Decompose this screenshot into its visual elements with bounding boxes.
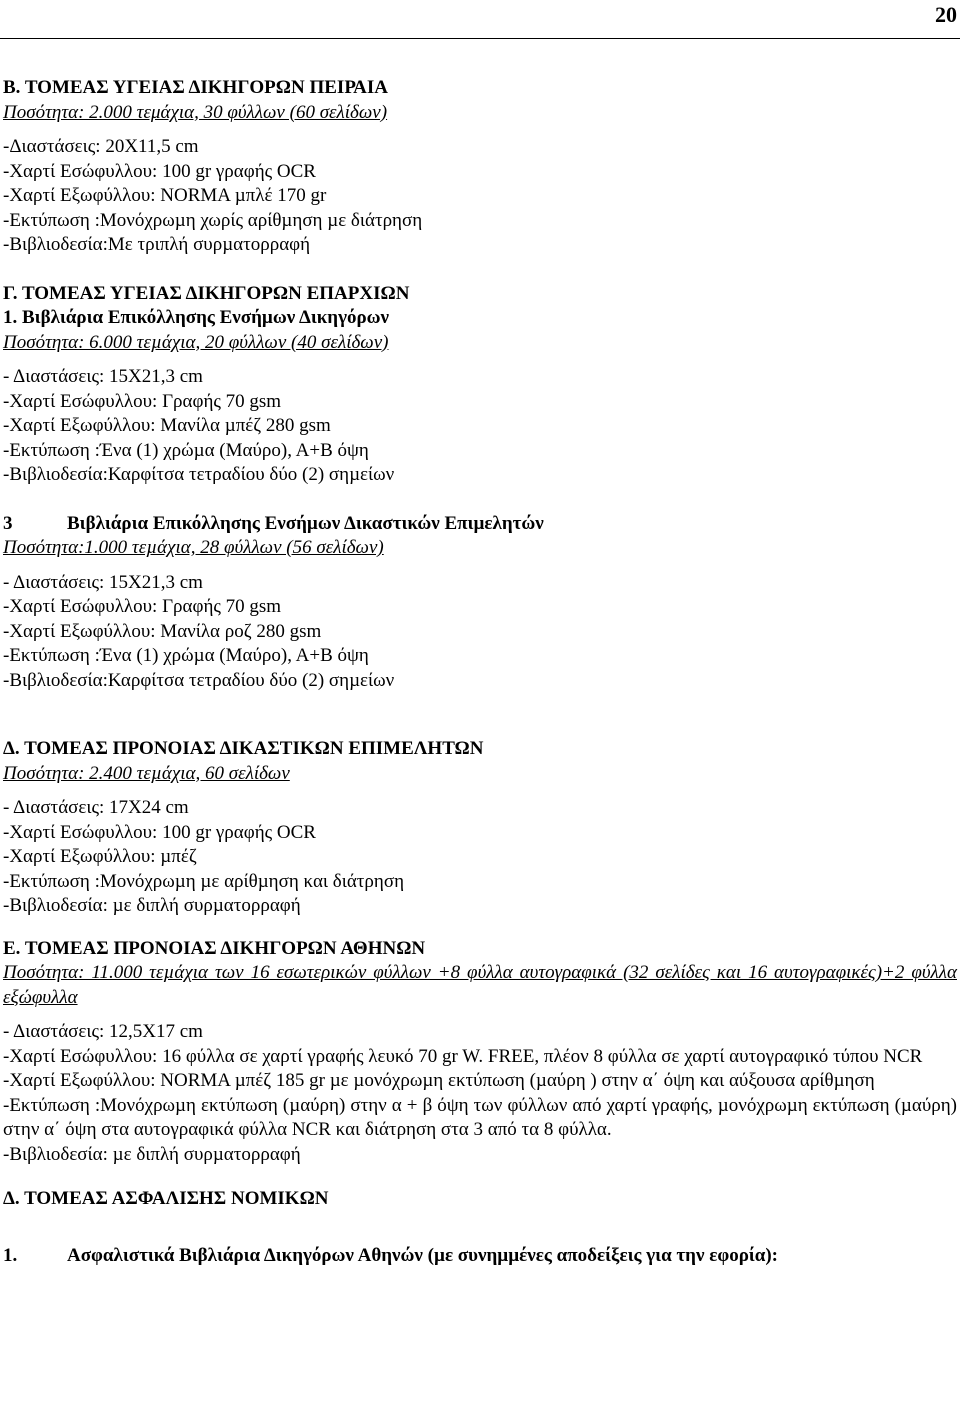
section-g-item3-quantity: Ποσότητα:1.000 τεµάχια, 28 φύλλων (56 σελίδων) [3, 537, 384, 558]
spec-line: - Διαστάσεις: 12,5Χ17 cm [3, 1021, 203, 1042]
spec-line: -Χαρτί Εσώφυλλου: Γραφής 70 gsm [3, 390, 282, 412]
spec-line: -Εκτύπωση :Ένα (1) χρώµα (Μαύρο), Α+Β όψη [3, 439, 369, 461]
section-g-item1-quantity: Ποσότητα: 6.000 τεµάχια, 20 φύλλων (40 σελίδων) [3, 331, 389, 353]
spec-line: -Χαρτί Εξωφύλλου: NORMA µπλέ 170 gr [3, 185, 327, 206]
section-b-quantity: Ποσότητα: 2.000 τεμάχια, 30 φύλλων (60 σελίδων) [3, 101, 388, 123]
spec-line: -Χαρτί Εξωφύλλου: NORMA µπέζ 185 gr µε µονόχρωµη εκτύπωση (µαύρη ) στην α΄ όψη και αύξουσα αρίθµηση [3, 1070, 875, 1091]
document-body [3, 76, 957, 1268]
section-g-item3-heading [3, 512, 957, 537]
spec-line: -Βιβλιοδεσία: µε διπλή συρµατορραφή [3, 895, 301, 916]
section-d2-title: Δ. ΤΟΜΕΑΣ ΑΣΦΑΛΙΣΗΣ ΝΟΜΙΚΩΝ [3, 1188, 329, 1209]
spec-line: - Διαστάσεις: 17Χ24 cm [3, 797, 189, 818]
section-b [3, 76, 957, 258]
spec-line: -Χαρτί Εσώφυλλου: 100 gr γραφής OCR [3, 821, 316, 843]
spec-line: -Χαρτί Εσώφυλλου: 16 φύλλα σε χαρτί γραφής λευκό 70 gr W. FREE, πλέον 8 φύλλα σε χαρτί αυτογραφικό τύπου NCR [3, 1045, 923, 1067]
section-g-item3-number: 3 [3, 512, 13, 534]
section-e-title: Ε. ΤΟΜΕΑΣ ΠΡΟΝΟΙΑΣ ΔΙΚΗΓΟΡΩΝ ΑΘΗΝΩΝ [3, 937, 426, 959]
spec-line: -Εκτύπωση :Μονόχρωµη χωρίς αρίθµηση µε διάτρηση [3, 209, 423, 231]
spec-line: -Βιβλιοδεσία:Καρφίτσα τετραδίου δύο (2) σηµείων [3, 669, 395, 691]
spec-line: -Διαστάσεις: 20Χ11,5 cm [3, 136, 199, 157]
section-d [3, 737, 957, 919]
section-g-item1-title: 1. Βιβλιάρια Επικόλλησης Ενσήµων Δικηγόρων [3, 307, 390, 328]
spec-line: -Χαρτί Εξωφύλλου: Μανίλα ροζ 280 gsm [3, 620, 322, 642]
section-b-title: Β. ΤΟΜΕΑΣ ΥΓΕΙΑΣ ΔΙΚΗΓΟΡΩΝ ΠΕΙΡΑΙΑ [3, 77, 388, 98]
section-e [3, 937, 957, 1168]
section-g [3, 282, 957, 694]
section-d2-item1-heading [3, 1244, 957, 1269]
spec-line: -Βιβλιοδεσία: µε διπλή συρµατορραφή [3, 1143, 301, 1165]
section-d2-item1-number: 1. [3, 1244, 18, 1266]
section-g-title: Γ. ΤΟΜΕΑΣ ΥΓΕΙΑΣ ΔΙΚΗΓΟΡΩΝ ΕΠΑΡΧΙΩΝ [3, 282, 410, 304]
section-e-quantity: Ποσότητα: 11.000 τεµάχια των 16 εσωτερικών φύλλων +8 φύλλα αυτογραφικά (32 σελίδες και 16 αυτογραφικές)+2 φύλλα εξώφυλλα [3, 962, 957, 1008]
section-d-title: Δ. ΤΟΜΕΑΣ ΠΡΟΝΟΙΑΣ ΔΙΚΑΣΤΙΚΩΝ ΕΠΙΜΕΛΗΤΩΝ [3, 738, 484, 759]
spec-line: -Χαρτί Εσώφυλλου: 100 gr γραφής OCR [3, 160, 316, 182]
spec-line: -Εκτύπωση :Μονόχρωµη µε αρίθµηση και διάτρηση [3, 870, 405, 892]
spec-line: -Εκτύπωση :Ένα (1) χρώµα (Μαύρο), Α+Β όψη [3, 645, 369, 666]
spec-line: - Διαστάσεις: 15Χ21,3 cm [3, 366, 203, 387]
header-rule [0, 38, 960, 39]
spec-line: - Διαστάσεις: 15Χ21,3 cm [3, 571, 203, 593]
spec-line: -Βιβλιοδεσία:Καρφίτσα τετραδίου δύο (2) σηµείων [3, 464, 395, 485]
section-d-quantity: Ποσότητα: 2.400 τεµάχια, 60 σελίδων [3, 762, 290, 784]
spec-line: -Χαρτί Εξωφύλλου: Μανίλα µπέζ 280 gsm [3, 415, 331, 436]
section-d2 [3, 1187, 957, 1268]
spec-line: -Βιβλιοδεσία:Με τριπλή συρµατορραφή [3, 234, 311, 255]
section-d2-item1-title: Ασφαλιστικά Βιβλιάρια Δικηγόρων Αθηνών (µε συνηµµένες αποδείξεις για την εφορία): [67, 1244, 779, 1266]
spec-line: -Χαρτί Εξωφύλλου: µπέζ [3, 846, 197, 867]
spec-line: -Εκτύπωση :Μονόχρωµη εκτύπωση (µαύρη) στην α + β όψη των φύλλων από χαρτί γραφής, µονόχρωµη εκτύπωση (µαύρη) στην α΄ όψη στα αυτογραφικά φύλλα NCR και διάτρηση στα 3 από τα 8 φύλλα. [3, 1094, 957, 1140]
page-number: 20 [935, 2, 957, 27]
section-g-item3-title: Βιβλιάρια Επικόλλησης Ενσήµων Δικαστικών Επιµελητών [67, 512, 544, 534]
spec-line: -Χαρτί Εσώφυλλου: Γραφής 70 gsm [3, 596, 282, 617]
